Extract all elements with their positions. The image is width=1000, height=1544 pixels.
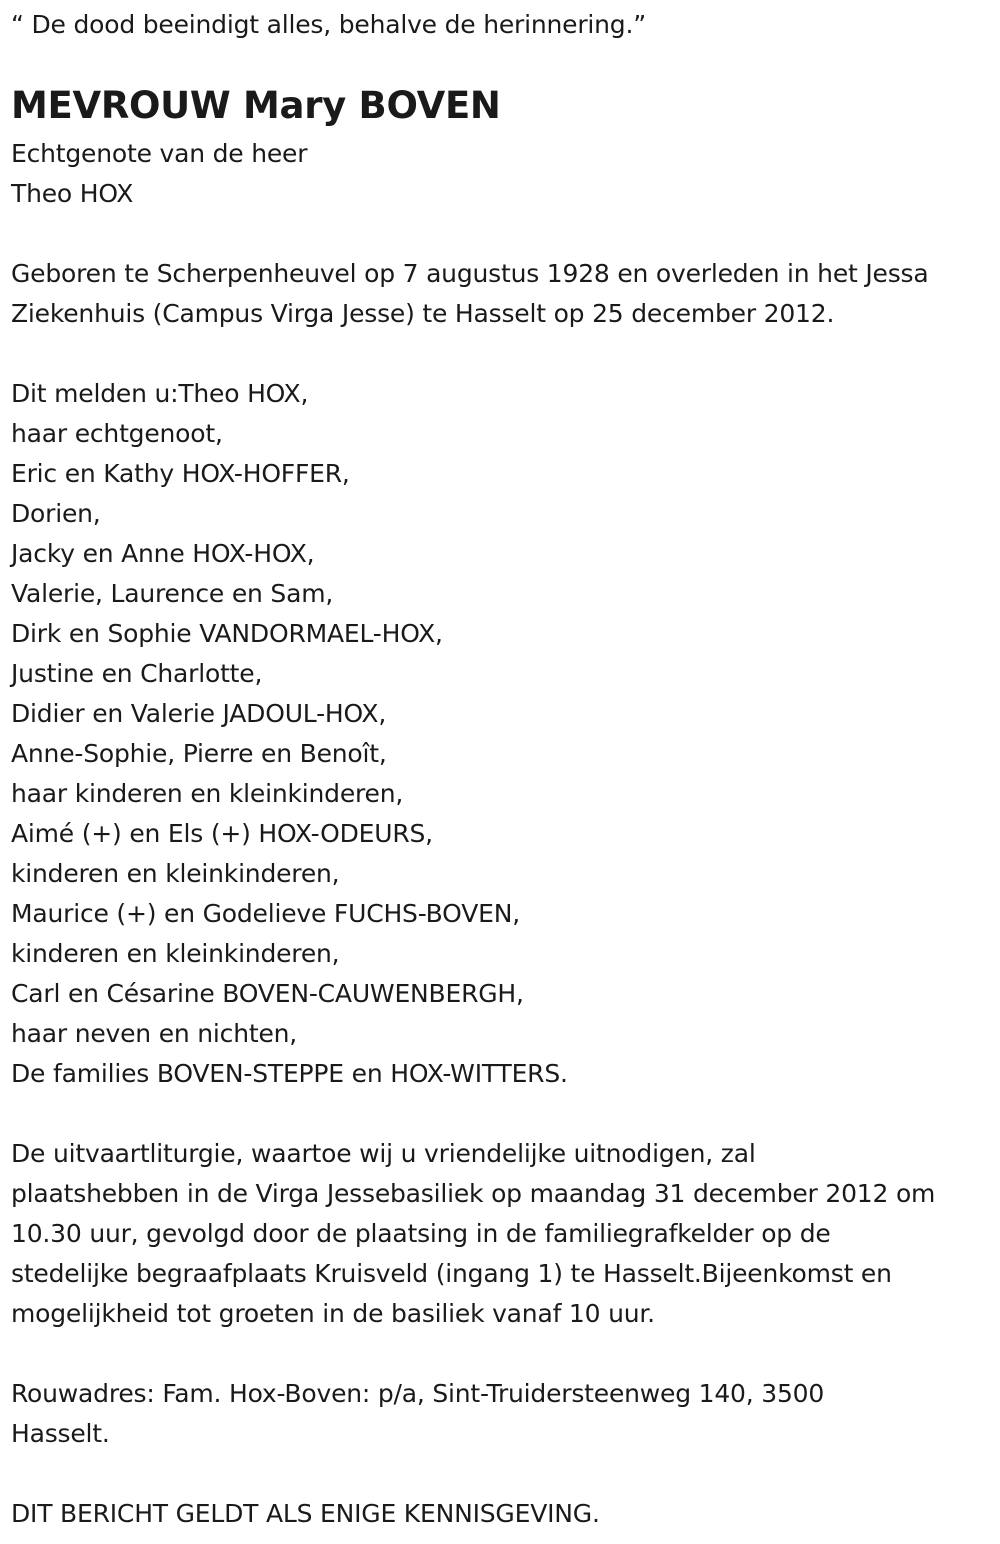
funeral-line: 10.30 uur, gevolgd door de plaatsing in de familiegrafkelder op de	[11, 1219, 831, 1248]
family-line: De families BOVEN-STEPPE en HOX-WITTERS.	[11, 1059, 568, 1088]
address-line: Rouwadres: Fam. Hox-Boven: p/a, Sint-Truidersteenweg 140, 3500	[11, 1379, 825, 1408]
family-line: Dit melden u:Theo HOX,	[11, 379, 309, 408]
funeral-line: plaatshebben in de Virga Jessebasiliek op maandag 31 december 2012 om	[11, 1179, 936, 1208]
family-line: kinderen en kleinkinderen,	[11, 859, 340, 888]
family-line: Aimé (+) en Els (+) HOX-ODEURS,	[11, 819, 433, 848]
family-line: Eric en Kathy HOX-HOFFER,	[11, 459, 350, 488]
official-notice: DIT BERICHT GELDT ALS ENIGE KENNISGEVING.	[11, 1499, 600, 1528]
family-list	[11, 374, 568, 1094]
funeral-line: stedelijke begraafplaats Kruisveld (ingang 1) te Hasselt.Bijeenkomst en	[11, 1259, 892, 1288]
birth-death-line: Ziekenhuis (Campus Virga Jesse) te Hasselt op 25 december 2012.	[11, 299, 835, 328]
spouse-line: Echtgenote van de heer	[11, 139, 308, 168]
mourning-address	[11, 1374, 824, 1454]
notice-paragraph	[11, 1494, 600, 1534]
spouse-line: Theo HOX	[11, 179, 134, 208]
funeral-line: mogelijkheid tot groeten in de basiliek vanaf 10 uur.	[11, 1299, 655, 1328]
address-line: Hasselt.	[11, 1419, 110, 1448]
family-line: Carl en Césarine BOVEN-CAUWENBERGH,	[11, 979, 524, 1008]
memorial-quote: “ De dood beeindigt alles, behalve de herinnering.”	[11, 10, 646, 39]
family-line: Justine en Charlotte,	[11, 659, 263, 688]
family-line: haar neven en nichten,	[11, 1019, 298, 1048]
family-line: haar kinderen en kleinkinderen,	[11, 779, 404, 808]
family-line: Didier en Valerie JADOUL-HOX,	[11, 699, 387, 728]
family-line: Maurice (+) en Godelieve FUCHS-BOVEN,	[11, 899, 520, 928]
family-line: Valerie, Laurence en Sam,	[11, 579, 334, 608]
family-line: Dorien,	[11, 499, 101, 528]
spouse-block	[11, 134, 307, 214]
funeral-line: De uitvaartliturgie, waartoe wij u vriendelijke uitnodigen, zal	[11, 1139, 756, 1168]
funeral-paragraph	[11, 1134, 935, 1334]
family-line: Jacky en Anne HOX-HOX,	[11, 539, 315, 568]
family-line: kinderen en kleinkinderen,	[11, 939, 340, 968]
family-line: haar echtgenoot,	[11, 419, 223, 448]
family-line: Anne-Sophie, Pierre en Benoît,	[11, 739, 387, 768]
deceased-name-title: MEVROUW Mary BOVEN	[11, 84, 501, 127]
birth-death-line: Geboren te Scherpenheuvel op 7 augustus 1928 en overleden in het Jessa	[11, 259, 929, 288]
family-line: Dirk en Sophie VANDORMAEL-HOX,	[11, 619, 443, 648]
birth-death-paragraph	[11, 254, 928, 334]
